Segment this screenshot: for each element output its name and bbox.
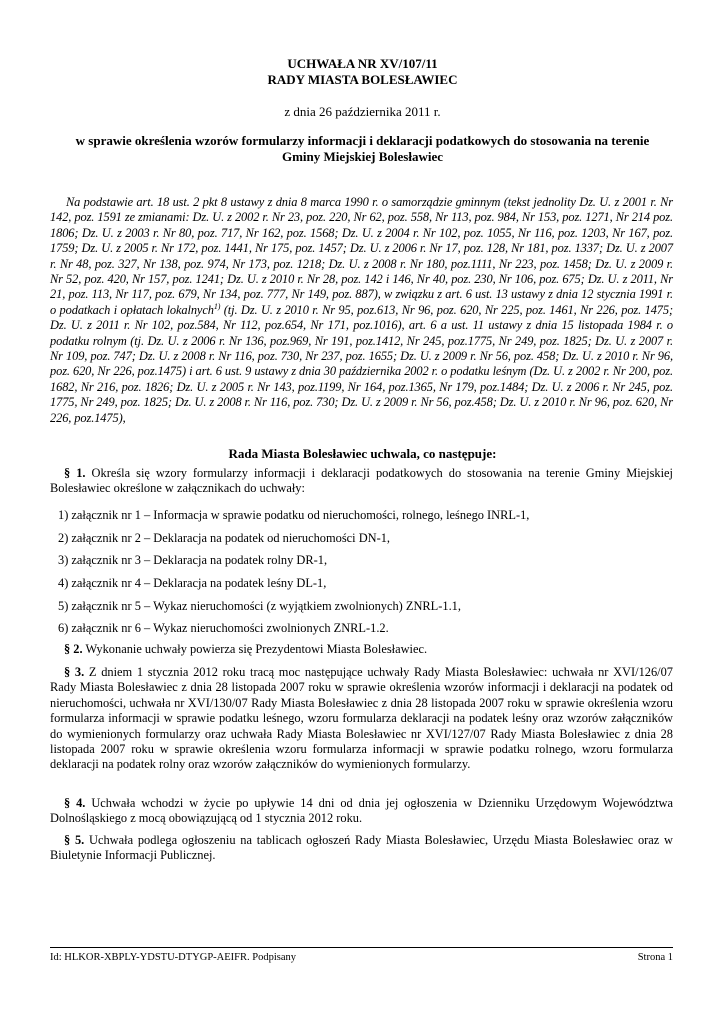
resolution-number: UCHWAŁA NR XV/107/11 — [287, 56, 438, 71]
page-number: Strona 1 — [637, 952, 673, 963]
section-4 — [50, 796, 673, 827]
section-3 — [50, 665, 673, 773]
list-item: 1) załącznik nr 1 – Informacja w sprawie podatku od nieruchomości, rolnego, leśnego INRL-1, — [58, 508, 530, 522]
section-4-label: § 4. — [64, 796, 86, 810]
legal-basis-text-continued: (tj. Dz. U. z 2010 r. Nr 95, poz.613, Nr 96, poz. 620, Nr 225, poz. 1461, Nr 226, poz. 1475; Dz. U. z 2011 r. Nr 102, poz.584, Nr 112, poz.654, Nr 171, poz.1016), art. 6 a ust. 11 ustawy z dnia 15 listopada 1984 r. o podatku rolnym (tj. Dz. U. z 2006 r. Nr 136, poz.969, Nr 191, poz.1412, Nr 245, poz.1775, Nr 249, poz. 1825; Dz. U. z 2007 r. Nr 109, poz. 747; Dz. U. z 2008 r. Nr 116, poz. 730, Nr 237, poz. 1655; Dz. U. z 2009 r. Nr 56, poz. 458; Dz. U. z 2010 r. Nr 96, poz. 620, Nr 226, poz.1475) i art. 6 ust. 9 ustawy z dnia 30 października 2002 r. o podatku leśnym (Dz. U. z 2002 r. Nr 200, poz. 1682, Nr 216, poz. 1826; Dz. U. z 2005 r. Nr 143, poz.1199, Nr 164, poz.1365, Nr 179, poz.1484; Dz. U. z 2006 r. Nr 245, poz. 1775, Nr 249, poz. 1825; Dz. U. z 2008 r. Nr 116, poz. 730; Dz. U. z 2009 r. Nr 56, poz.458; Dz. U. z 2010 r. Nr 96, poz. 620, Nr 226, poz.1475), — [50, 302, 674, 425]
legal-basis-text: Na podstawie art. 18 ust. 2 pkt 8 ustawy z dnia 8 marca 1990 r. o samorządzie gminnym (tekst jednolity Dz. U. z 2001 r. Nr 142, poz. 1591 ze zmianami: Dz. U. z 2002 r. Nr 23, poz. 220, Nr 62, poz. 558, Nr 113, poz. 984, Nr 153, poz. 1271, Nr 214 poz. 1806; Dz. U. z 2003 r. Nr 80, poz. 717, Nr 162, poz. 1568; Dz. U. z 2004 r. Nr 102, poz. 1055, Nr 116, poz. 1203, Nr 167, poz. 1759; Dz. U. z 2005 r. Nr 172, poz. 1441, Nr 175, poz. 1457; Dz. U. z 2006 r. Nr 17, poz. 128, Nr 181, poz. 1337; Dz. U. z 2007 r. Nr 48, poz. 327, Nr 138, poz. 974, Nr 173, poz. 1218; Dz. U. z 2008 r. Nr 180, poz.1111, Nr 223, poz. 1458; Dz. U. z 2009 r. Nr 52, poz. 420, Nr 157, poz. 1241; Dz. U. z 2010 r. Nr 28, poz. 142 i 146, Nr 40, poz. 230, Nr 106, poz. 675; Dz. U. z 2011, Nr 21, poz. 113, Nr 117, poz. 679, Nr 134, poz. 777, Nr 149, poz. 887), w związku z art. 6 ust. 13 ustawy z dnia 12 stycznia 1991 r. o podatkach i opłatach lokalnych — [50, 195, 673, 317]
section-5-text: Uchwała podlega ogłoszeniu na tablicach ogłoszeń Rady Miasta Bolesławiec, Urzędu Miasta Bolesławiec oraz w Biuletynie Informacji Publicznej. — [50, 833, 673, 863]
section-1-text: Określa się wzory formularzy informacji i deklaracji podatkowych do stosowania na terenie Gminy Miejskiej Bolesławiec określone w załącznikach do uchwały: — [50, 466, 673, 496]
section-4-text: Uchwała wchodzi w życie po upływie 14 dni od dnia jej ogłoszenia w Dzienniku Urzędowym Województwa Dolnośląskiego z mocą obowiązującą od 1 stycznia 2012 roku. — [50, 796, 674, 826]
section-1-label: § 1. — [64, 466, 86, 480]
section-3-text: Z dniem 1 stycznia 2012 roku tracą moc następujące uchwały Rady Miasta Bolesławiec: uchwała nr XVI/126/07 Rady Miasta Bolesławiec z dnia 28 listopada 2007 roku w sprawie określenia wzorów informacji i deklaracji na podatek od nieruchomości, uchwała nr XVI/130/07 Rady Miasta Bolesławiec z dnia 28 listopada 2007 roku w sprawie określenia wzoru formularza informacji w sprawie podatku leśnego, wzoru formularza deklaracji na podatek leśny oraz wzorów załączników do wymienionych formularzy oraz uchwała Rady Miasta Bolesławiec nr XVI/127/07 Rady Miasta Bolesławiec z dnia 28 listopada 2007 roku w sprawie określenia wzoru formularza informacji w sprawie podatku rolnego, wzoru formularza deklaracji na podatek rolny oraz wzorów załączników do wymienionych formularzy. — [50, 665, 673, 772]
resolution-date: z dnia 26 października 2011 r. — [284, 104, 441, 119]
footer-divider — [50, 947, 673, 948]
council-name: RADY MIASTA BOLESŁAWIEC — [267, 72, 458, 87]
footnote-mark: 1) — [213, 301, 221, 311]
section-2 — [50, 642, 673, 657]
legal-basis — [50, 195, 673, 426]
section-5-label: § 5. — [64, 833, 85, 847]
list-item: 4) załącznik nr 4 – Deklaracja na podatek leśny DL-1, — [58, 576, 327, 590]
list-item: 5) załącznik nr 5 – Wykaz nieruchomości (z wyjątkiem zwolnionych) ZNRL-1.1, — [58, 599, 461, 613]
section-2-label: § 2. — [64, 642, 83, 656]
enacting-formula: Rada Miasta Bolesławiec uchwala, co następuje: — [228, 446, 497, 461]
section-3-label: § 3. — [64, 665, 85, 679]
list-item: 2) załącznik nr 2 – Deklaracja na podatek od nieruchomości DN-1, — [58, 531, 391, 545]
document-id: Id: HLKOR-XBPLY-YDSTU-DTYGP-AEIFR. Podpisany — [50, 952, 296, 963]
section-5 — [50, 833, 673, 864]
subject-line-1: w sprawie określenia wzorów formularzy informacji i deklaracji podatkowych do stosowania na terenie — [75, 133, 650, 148]
list-item: 6) załącznik nr 6 – Wykaz nieruchomości zwolnionych ZNRL-1.2. — [58, 621, 389, 635]
section-1 — [50, 466, 673, 497]
subject-line-2: Gminy Miejskiej Bolesławiec — [281, 149, 444, 164]
section-2-text: Wykonanie uchwały powierza się Prezydentowi Miasta Bolesławiec. — [82, 642, 428, 656]
list-item: 3) załącznik nr 3 – Deklaracja na podatek rolny DR-1, — [58, 553, 328, 567]
